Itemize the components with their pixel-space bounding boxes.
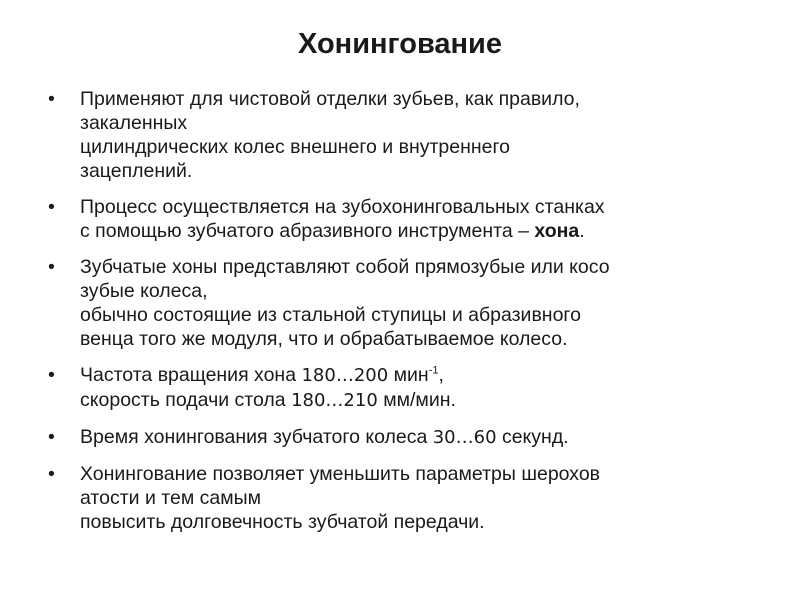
bullet-dot-icon: • xyxy=(48,463,55,485)
bullet-dot-icon: • xyxy=(48,88,55,110)
text-fragment: . xyxy=(579,220,585,242)
text-line xyxy=(80,363,768,388)
text-fragment: секунд. xyxy=(496,426,569,448)
text-fragment: скорость подачи стола xyxy=(80,389,292,411)
bullet-dot-icon: • xyxy=(48,426,55,448)
text-line: зубые колеса, xyxy=(80,280,208,302)
bullet-list xyxy=(48,87,768,546)
text-line: венца того же модуля, что и обрабатываемое колесо. xyxy=(80,328,568,350)
text-line: зацеплений. xyxy=(80,160,193,182)
bullet-dot-icon: • xyxy=(48,256,55,278)
text-line xyxy=(80,388,768,413)
text-fragment: Частота вращения хона xyxy=(80,364,302,386)
text-line: Зубчатые хоны представляют собой прямозубые или косо xyxy=(80,256,610,278)
text-line: повысить долговечность зубчатой передачи. xyxy=(80,511,485,533)
bullet-item xyxy=(48,87,768,183)
text-line: закаленных xyxy=(80,112,188,134)
text-fragment: мм/мин. xyxy=(377,389,456,411)
text-line: Процесс осуществляется на зубохонинговальных станках xyxy=(80,196,605,218)
text-line: цилиндрических колес внешнего и внутреннего xyxy=(80,136,511,158)
text-fragment: , xyxy=(438,364,444,386)
text-fragment: с помощью зубчатого абразивного инструмента – xyxy=(80,220,535,242)
slide-title: Хонингование xyxy=(298,28,502,60)
bullet-dot-icon: • xyxy=(48,196,55,218)
superscript: -1 xyxy=(428,364,439,377)
text-fragment: мин xyxy=(388,364,429,386)
bold-term: хона xyxy=(534,220,580,242)
numeric-range: 180…210 xyxy=(291,390,378,411)
bullet-item xyxy=(48,462,768,534)
numeric-range: 180…200 xyxy=(301,365,389,386)
bullet-item xyxy=(48,425,768,450)
text-line xyxy=(80,219,768,243)
text-line: обычно состоящие из стальной ступицы и абразивного xyxy=(80,304,581,326)
bullet-item xyxy=(48,363,768,413)
numeric-range: 30…60 xyxy=(432,427,497,448)
bullet-item xyxy=(48,195,768,243)
text-line: Применяют для чистовой отделки зубьев, как правило, xyxy=(80,88,580,110)
text-line: Хонингование позволяет уменьшить параметры шерохов xyxy=(80,463,601,485)
text-line xyxy=(80,425,768,450)
bullet-item xyxy=(48,255,768,351)
text-line: атости и тем самым xyxy=(80,487,262,509)
bullet-dot-icon: • xyxy=(48,364,55,386)
text-fragment: Время хонингования зубчатого колеса xyxy=(80,426,433,448)
